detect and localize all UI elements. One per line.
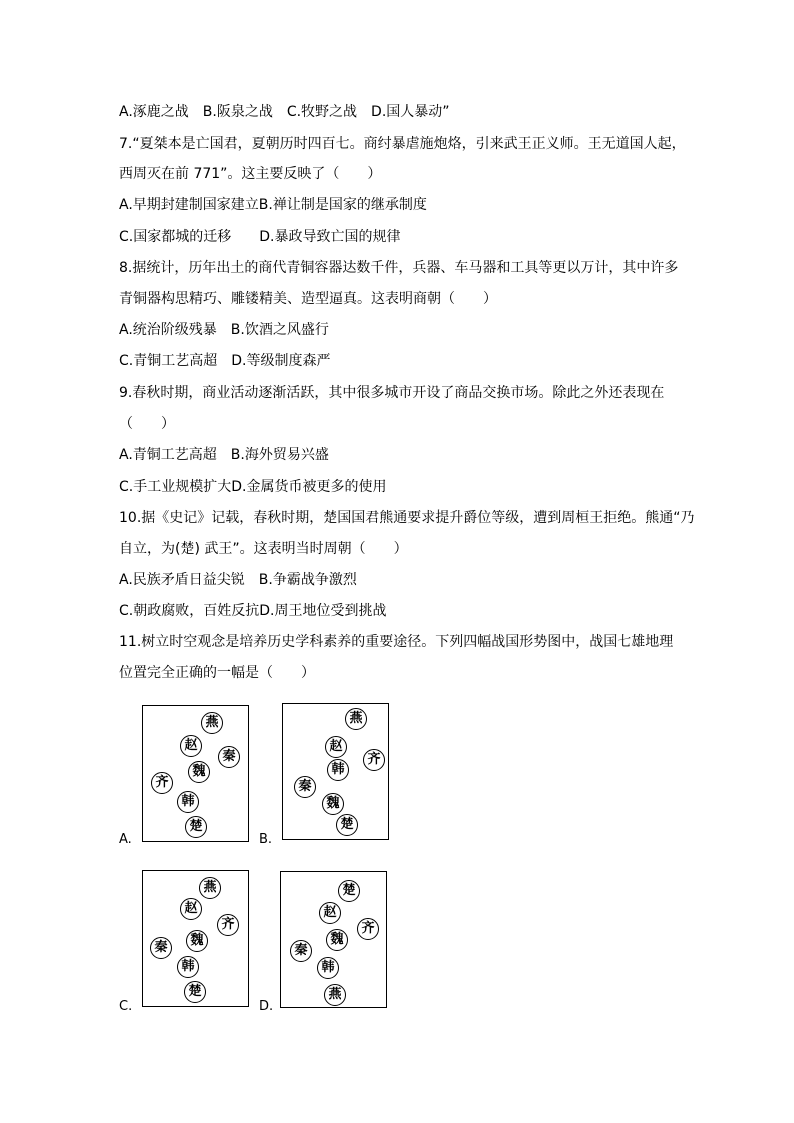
map-d-state: 齐 [357,918,379,940]
line-15: 自立，为(楚) 武王”。这表明当时周朝（ ） [119,541,408,557]
map-b-state: 楚 [336,814,358,836]
map-a-label: A. [119,832,132,847]
map-c-state: 秦 [150,937,172,959]
line-16: A.民族矛盾日益尖锐 B.争霸战争激烈 [119,572,357,588]
line-6: 8.据统计，历年出土的商代青铜容器达数千件，兵器、车马器和工具等更以万计，其中许多 [119,260,679,276]
map-a-state: 魏 [188,761,210,783]
map-a-state: 秦 [218,746,240,768]
map-d-label: D. [259,999,274,1014]
map-b-state: 燕 [345,708,367,730]
line-13: C.手工业规模扩大D.金属货币被更多的使用 [119,479,387,495]
line-9: C.青铜工艺高超 D.等级制度森严 [119,353,331,369]
map-d-state: 燕 [324,984,346,1006]
map-d[interactable] [280,871,387,1008]
map-b[interactable] [282,703,389,840]
map-b-state: 韩 [327,759,349,781]
line-12: A.青铜工艺高超 B.海外贸易兴盛 [119,447,329,463]
map-d-state: 韩 [317,957,339,979]
map-c-state: 齐 [217,914,239,936]
map-a-state: 齐 [151,772,173,794]
map-a[interactable] [142,705,249,842]
line-19: 位置完全正确的一幅是（ ） [119,665,315,681]
line-4: A.早期封建制国家建立B.禅让制是国家的继承制度 [119,197,427,213]
line-2: 7.“夏桀本是亡国君，夏朝历时四百七。商纣暴虐施炮烙，引来武王正义师。王无道国人起， [119,136,686,152]
line-1: A.涿鹿之战 B.阪泉之战 C.牧野之战 D.国人暴动” [119,104,450,120]
line-10: 9.春秋时期，商业活动逐渐活跃，其中很多城市开设了商品交换市场。除此之外还表现在 [119,385,665,401]
line-17: C.朝政腐败，百姓反抗D.周王地位受到挑战 [119,603,387,619]
line-5: C.国家都城的迁移 D.暴政导致亡国的规律 [119,229,401,245]
line-14: 10.据《史记》记载，春秋时期，楚国国君熊通要求提升爵位等级，遭到周桓王拒绝。熊通“乃 [119,510,695,526]
line-3: 西周灭在前 771”。这主要反映了（ ） [119,166,382,182]
map-a-state: 赵 [180,735,202,757]
line-7: 青铜器构思精巧、雕镂精美、造型逼真。这表明商朝（ ） [119,291,497,307]
map-d-state: 魏 [326,929,348,951]
map-c[interactable] [142,870,249,1007]
map-b-state: 秦 [294,776,316,798]
line-18: 11.树立时空观念是培养历史学科素养的重要途径。下列四幅战国形势图中，战国七雄地理 [119,634,674,650]
map-a-state: 韩 [177,791,199,813]
map-b-label: B. [259,832,273,847]
map-d-state: 赵 [319,902,341,924]
map-c-state: 韩 [177,956,199,978]
map-d-state: 楚 [338,880,360,902]
map-c-state: 楚 [184,981,206,1003]
map-c-label: C. [119,999,133,1014]
map-c-state: 魏 [186,930,208,952]
map-a-state: 楚 [185,816,207,838]
map-c-state: 燕 [199,877,221,899]
map-a-state: 燕 [201,712,223,734]
line-11: （ ） [119,416,175,432]
line-8: A.统治阶级残暴 B.饮酒之风盛行 [119,322,329,338]
map-c-state: 赵 [180,898,202,920]
map-b-state: 赵 [325,736,347,758]
map-d-state: 秦 [290,940,312,962]
map-b-state: 齐 [363,749,385,771]
map-b-state: 魏 [322,793,344,815]
